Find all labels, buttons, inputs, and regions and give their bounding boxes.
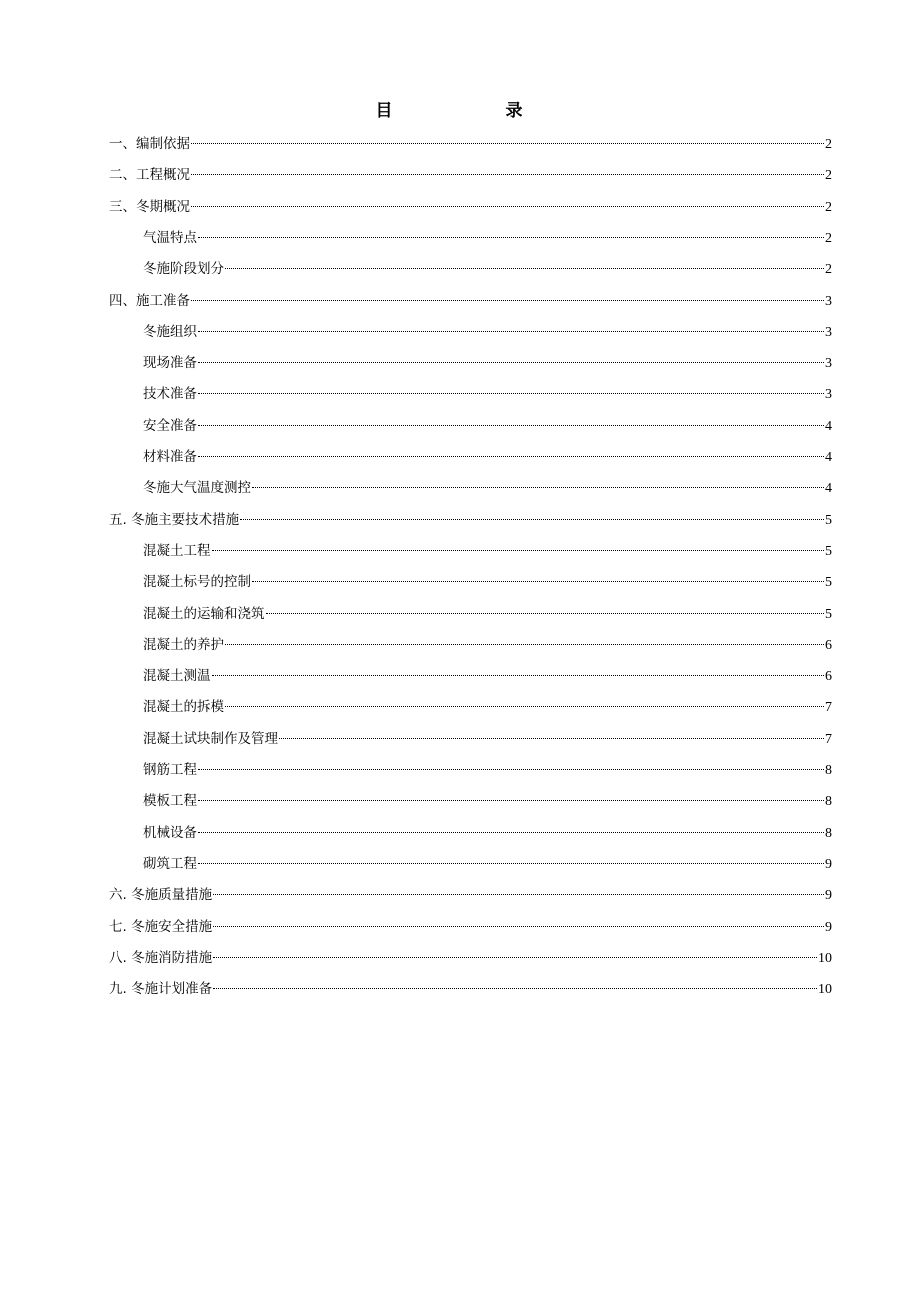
dot-leader <box>191 174 824 175</box>
toc-entry[interactable] <box>109 885 832 905</box>
dot-leader <box>198 800 824 801</box>
toc-entry-text: 砌筑工程 <box>143 855 197 872</box>
dot-leader <box>198 425 824 426</box>
toc-entry-text: 混凝土的养护 <box>143 636 224 653</box>
dot-leader <box>198 832 824 833</box>
dot-leader <box>198 769 824 770</box>
toc-page-number: 2 <box>825 199 832 215</box>
toc-entry-text: 三、冬期概况 <box>109 198 190 215</box>
toc-entry[interactable] <box>109 510 832 530</box>
dot-leader <box>252 581 824 582</box>
toc-page-number: 5 <box>825 543 832 559</box>
dot-leader <box>212 675 825 676</box>
toc-page-number: 3 <box>825 324 832 340</box>
toc-page-number: 5 <box>825 575 832 591</box>
toc-page-number: 10 <box>818 950 832 966</box>
toc-entry-text: 技术准备 <box>143 386 197 403</box>
toc-entry-text: 气温特点 <box>143 229 197 246</box>
toc-page-number: 4 <box>825 418 832 434</box>
dot-leader <box>213 926 824 927</box>
dot-leader <box>191 300 824 301</box>
toc-page-number: 8 <box>825 825 832 841</box>
toc-entry[interactable] <box>143 384 832 404</box>
toc-title: 目 录 <box>375 101 571 121</box>
toc-page-number: 3 <box>825 293 832 309</box>
toc-entry-text: 混凝土测温 <box>143 668 211 685</box>
dot-leader <box>191 143 824 144</box>
toc-entry[interactable] <box>143 635 832 655</box>
toc-entry[interactable] <box>143 322 832 342</box>
toc-page-number: 6 <box>825 637 832 653</box>
toc-page-number: 4 <box>825 481 832 497</box>
toc-entry[interactable] <box>143 228 832 248</box>
toc-entry-text: 混凝土标号的控制 <box>143 574 251 591</box>
toc-page-number: 2 <box>825 137 832 152</box>
dot-leader <box>213 894 824 895</box>
toc-page-number: 3 <box>825 387 832 403</box>
toc-entry[interactable] <box>143 729 832 749</box>
dot-leader <box>198 393 824 394</box>
toc-entry-text: 冬施阶段划分 <box>143 261 224 278</box>
toc-entry-text: 一、编制依据 <box>109 136 190 152</box>
toc-entry-text: 机械设备 <box>143 824 197 841</box>
toc-page-number: 2 <box>825 262 832 278</box>
toc-entry[interactable] <box>143 666 832 686</box>
toc-page-number: 9 <box>825 888 832 904</box>
toc-entry-text: 混凝土试块制作及管理 <box>143 730 278 747</box>
dot-leader <box>198 237 824 238</box>
toc-entry-text: 现场准备 <box>143 355 197 372</box>
toc-entry[interactable] <box>143 259 832 279</box>
dot-leader <box>279 738 824 739</box>
dot-leader <box>198 456 824 457</box>
dot-leader <box>240 519 824 520</box>
toc-page-number: 8 <box>825 763 832 778</box>
toc-entry-text: 八. 冬施消防措施 <box>109 949 213 966</box>
toc-page-number: 9 <box>825 919 832 935</box>
toc-entry[interactable] <box>143 416 832 436</box>
toc-entry[interactable] <box>109 979 832 999</box>
toc-page-number: 7 <box>825 731 832 747</box>
toc-entry-text: 二、工程概况 <box>109 167 190 184</box>
toc-entry[interactable] <box>109 165 832 185</box>
toc-entry[interactable] <box>143 541 832 561</box>
dot-leader <box>225 644 824 645</box>
dot-leader <box>252 487 824 488</box>
toc-entry[interactable] <box>143 353 832 373</box>
toc-entry-text: 安全准备 <box>143 417 197 434</box>
toc-entry[interactable] <box>143 697 832 717</box>
toc-page-number: 5 <box>825 606 832 622</box>
toc-entry[interactable] <box>109 197 832 217</box>
toc-entry-text: 九. 冬施计划准备 <box>109 981 213 998</box>
toc-entry[interactable] <box>143 823 832 843</box>
toc-page-number: 4 <box>825 450 832 465</box>
toc-entry-text: 混凝土的运输和浇筑 <box>143 605 265 622</box>
toc-entry-text: 模板工程 <box>143 793 197 810</box>
toc-page-number: 5 <box>825 512 832 528</box>
toc-entry-text: 冬施组织 <box>143 323 197 340</box>
toc-entry[interactable] <box>143 572 832 592</box>
toc-entry[interactable] <box>143 604 832 624</box>
dot-leader <box>213 957 817 958</box>
toc-page-number: 8 <box>825 794 832 810</box>
toc-entry-text: 五. 冬施主要技术措施 <box>109 511 240 528</box>
toc-entry-text: 冬施大气温度测控 <box>143 480 251 497</box>
dot-leader <box>266 613 825 614</box>
dot-leader <box>212 550 825 551</box>
toc-page-number: 2 <box>825 230 832 246</box>
dot-leader <box>225 268 824 269</box>
toc-page-number: 9 <box>825 856 832 872</box>
toc-entry-text: 钢筋工程 <box>143 762 197 778</box>
toc-entry-text: 六. 冬施质量措施 <box>109 887 213 904</box>
dot-leader <box>198 863 824 864</box>
toc-entry[interactable] <box>143 760 832 780</box>
toc-entry-text: 七. 冬施安全措施 <box>109 918 213 935</box>
dot-leader <box>198 362 824 363</box>
toc-entry-text: 混凝土工程 <box>143 542 211 559</box>
toc-entry-text: 四、施工准备 <box>109 292 190 309</box>
toc-entry[interactable] <box>143 791 832 811</box>
dot-leader <box>191 206 824 207</box>
toc-entry[interactable] <box>109 134 832 154</box>
toc-entry[interactable] <box>143 447 832 467</box>
toc-page-number: 6 <box>825 669 832 685</box>
toc-entry[interactable] <box>143 854 832 874</box>
toc-page-number: 10 <box>818 982 832 998</box>
toc-page-number: 7 <box>825 700 832 716</box>
toc-entry[interactable] <box>109 917 832 937</box>
toc-entry[interactable] <box>109 291 832 311</box>
toc-entry[interactable] <box>109 948 832 968</box>
toc-page-number: 3 <box>825 356 832 372</box>
dot-leader <box>225 706 824 707</box>
dot-leader <box>198 331 824 332</box>
dot-leader <box>213 988 817 989</box>
toc-entry-text: 混凝土的拆模 <box>143 699 224 716</box>
toc-page-number: 2 <box>825 168 832 184</box>
toc-entry-text: 材料准备 <box>143 449 197 465</box>
toc-entry[interactable] <box>143 478 832 498</box>
